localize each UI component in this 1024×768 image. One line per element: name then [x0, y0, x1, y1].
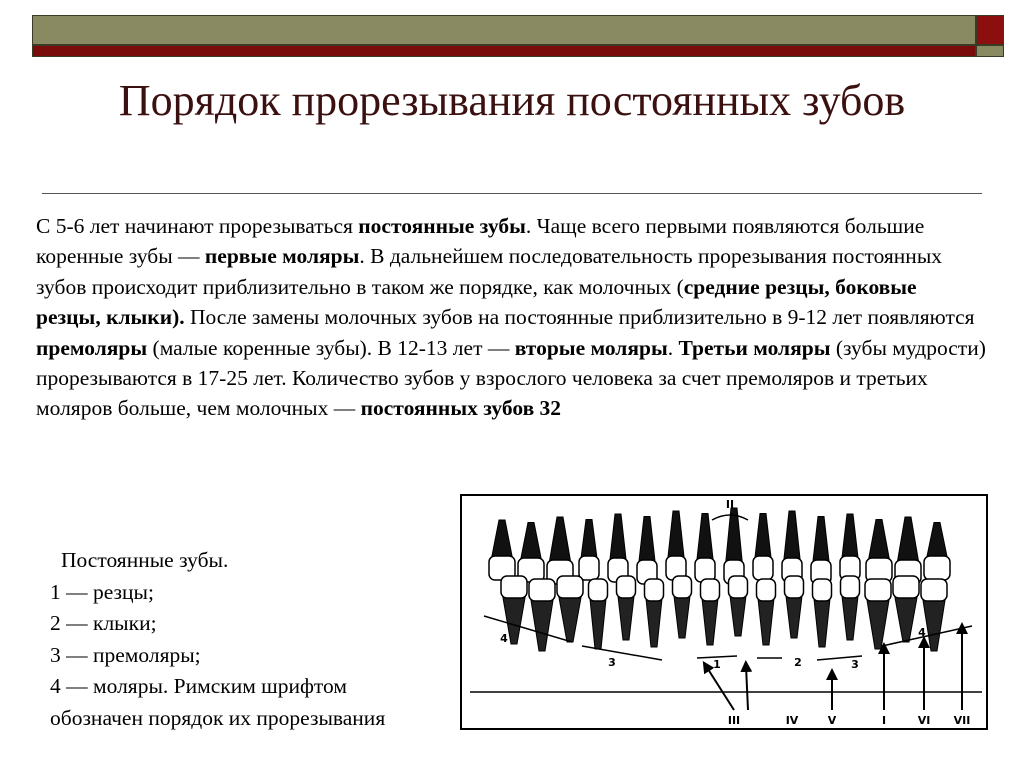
- group-bracket: [882, 626, 972, 646]
- lower-tooth-root: [786, 592, 803, 638]
- order-label-vi: VI: [917, 714, 931, 727]
- lower-tooth-root: [922, 594, 946, 651]
- body-text-segment: С 5-6 лет начинают прорезываться: [36, 214, 359, 238]
- group-label-incisors: 1: [713, 658, 721, 671]
- header-bar-corner-olive: [976, 45, 1004, 57]
- lower-tooth-root: [590, 594, 607, 649]
- lower-tooth-crown: [865, 579, 891, 601]
- group-label-molars-left: 4: [500, 632, 508, 645]
- lower-tooth-crown: [813, 579, 832, 601]
- eruption-arrow: [706, 666, 734, 710]
- lower-tooth-root: [842, 592, 859, 640]
- lower-tooth-root: [866, 594, 890, 649]
- body-bold-segment: постоянных зубов 32: [360, 396, 562, 421]
- legend-item-canines: 2 — клыки;: [50, 611, 157, 635]
- body-text-segment: . Чаще всего первыми появляются большие коренные зубы —: [36, 214, 925, 269]
- lower-tooth-crown: [921, 579, 947, 601]
- teeth-diagram: [460, 494, 988, 730]
- lower-tooth-root: [814, 594, 831, 647]
- header-bar-olive: [32, 15, 976, 45]
- tooth-crowns: [489, 556, 950, 601]
- lower-tooth-root: [558, 592, 582, 642]
- body-bold-segment: премоляры: [36, 335, 148, 360]
- order-label-iv: IV: [785, 714, 799, 727]
- body-bold-segment: Третьи моляры: [678, 335, 831, 360]
- header-bar-maroon: [32, 45, 976, 57]
- lower-tooth-crown: [673, 576, 692, 598]
- group-label-canines: 2: [794, 656, 802, 669]
- lower-tooth-crown: [841, 576, 860, 598]
- eruption-arrow: [746, 666, 748, 710]
- lower-tooth-crown: [589, 579, 608, 601]
- upper-tooth-crown: [753, 556, 773, 580]
- body-text-segment: После замены молочных зубов на постоянные приблизительно в 9-12 лет появляются: [184, 305, 975, 330]
- legend-item-premolars: 3 — премоляры;: [50, 642, 201, 667]
- group-label-premolars-right: 3: [851, 658, 859, 671]
- group-label-premolars-left: 3: [608, 656, 616, 669]
- lower-tooth-root: [894, 592, 918, 642]
- body-bold-segment: постоянные зубы: [358, 214, 526, 238]
- group-bracket: [484, 616, 572, 642]
- body-text-segment: .: [667, 335, 679, 360]
- legend-title: Постоянные зубы.: [61, 548, 229, 572]
- order-label-vii: VII: [953, 714, 971, 727]
- teeth-legend: [50, 545, 460, 734]
- upper-tooth-crown: [924, 556, 950, 580]
- lower-tooth-crown: [757, 579, 776, 601]
- lower-tooth-crown: [645, 579, 664, 601]
- lower-tooth-root: [618, 592, 635, 640]
- order-label-i: I: [881, 714, 887, 727]
- order-label-v: V: [827, 714, 837, 727]
- lower-tooth-crown: [617, 576, 636, 598]
- body-text-segment: (малые коренные зубы). В 12-13 лет —: [147, 335, 515, 360]
- legend-item-incisors: 1 — резцы;: [50, 579, 154, 604]
- eruption-arrows: [706, 628, 962, 710]
- body-paragraph: [36, 211, 986, 424]
- body-bold-segment: первые моляры: [204, 244, 360, 269]
- order-label-iii: III: [727, 714, 741, 727]
- body-bold-segment: средние резцы, боковые резцы, клыки).: [36, 274, 917, 330]
- legend-item-molars: 4 — моляры. Римским шрифтом: [50, 674, 347, 698]
- lower-tooth-crown: [701, 579, 720, 601]
- lower-tooth-crown: [557, 576, 583, 598]
- lower-tooth-root: [530, 594, 554, 651]
- top-order-label: II: [725, 498, 735, 511]
- title-divider: [42, 193, 982, 194]
- body-text-segment: (зубы мудрости) прорезываются в 17-25 лет. Количество зубов у взрослого человека за счет премоляров и третьих моляров больше, чем молочных —: [36, 335, 986, 421]
- slide-title: Порядок прорезывания постоянных зубов: [118, 76, 906, 125]
- legend-item-note: обозначен порядок их прорезывания: [50, 705, 386, 730]
- body-bold-segment: вторые моляры: [514, 335, 668, 360]
- lower-tooth-crown: [501, 576, 527, 598]
- header-bar-corner-maroon: [976, 15, 1004, 45]
- lower-tooth-root: [646, 594, 663, 647]
- upper-tooth-crown: [579, 556, 599, 580]
- lower-tooth-crown: [893, 576, 919, 598]
- group-bracket: [582, 646, 662, 660]
- body-text-segment: . В дальнейшем последовательность прорезывания постоянных зубов происходит приблизительно в таком же порядке, как молочных (: [36, 244, 943, 299]
- lower-tooth-crown: [529, 579, 555, 601]
- lower-tooth-crown: [729, 576, 748, 598]
- lower-tooth-crown: [785, 576, 804, 598]
- teeth-diagram-svg: [462, 496, 986, 728]
- lower-tooth-root: [674, 592, 691, 638]
- group-label-molars-right: 4: [918, 626, 926, 639]
